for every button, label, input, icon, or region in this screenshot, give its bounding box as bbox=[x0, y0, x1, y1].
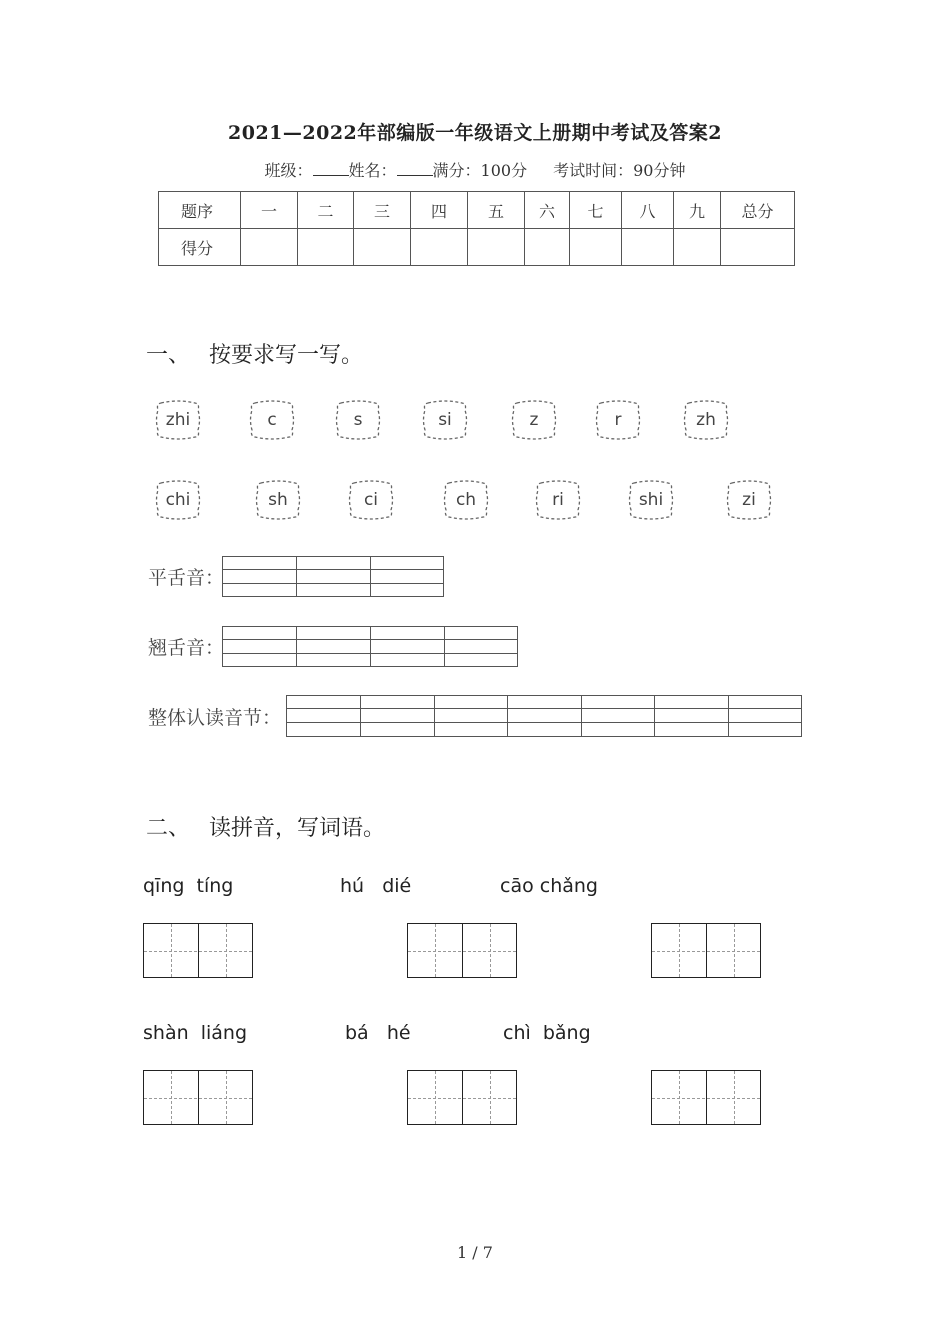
pinyin-text: chì bǎng bbox=[503, 1022, 591, 1044]
pinyin-text: bá hé bbox=[345, 1022, 411, 1044]
score-table-score-row bbox=[159, 229, 795, 266]
page-number: 1 / 7 bbox=[457, 1243, 493, 1262]
syllable-card[interactable] bbox=[535, 480, 581, 520]
syllable-card[interactable] bbox=[249, 400, 295, 440]
whole-syllable-label: 整体认读音节： bbox=[148, 707, 282, 729]
pinyin-text: cāo chǎng bbox=[500, 875, 598, 897]
class-label: 班级： bbox=[264, 161, 313, 180]
syllable-card[interactable] bbox=[155, 400, 201, 440]
exam-info bbox=[0, 158, 950, 181]
syllable-text: chi bbox=[165, 490, 191, 510]
score-table-header-row bbox=[159, 192, 795, 229]
tianzige-box[interactable] bbox=[651, 1070, 761, 1125]
table-cell: 七 bbox=[570, 192, 622, 229]
syllable-text: ch bbox=[455, 490, 477, 510]
table-cell: 九 bbox=[674, 192, 721, 229]
syllable-card[interactable] bbox=[255, 480, 301, 520]
name-blank[interactable] bbox=[397, 161, 433, 176]
syllable-text: shi bbox=[638, 490, 664, 510]
name-label: 姓名： bbox=[348, 161, 397, 180]
score-cell[interactable] bbox=[622, 229, 674, 266]
table-cell: 五 bbox=[468, 192, 525, 229]
syllable-card[interactable] bbox=[683, 400, 729, 440]
syllable-text: si bbox=[438, 410, 452, 430]
section-1-heading bbox=[146, 338, 363, 369]
retroflex-writing-lines[interactable] bbox=[222, 626, 518, 667]
tianzige-box[interactable] bbox=[407, 923, 517, 978]
retroflex-label: 翘舌音： bbox=[148, 637, 225, 659]
score-cell[interactable] bbox=[570, 229, 622, 266]
table-cell: 总分 bbox=[721, 192, 795, 229]
score-cell[interactable] bbox=[241, 229, 298, 266]
page-title: 2021—2022年部编版一年级语文上册期中考试及答案2 bbox=[228, 122, 722, 144]
section-2-title: 读拼音，写词语。 bbox=[209, 816, 386, 841]
table-cell: 一 bbox=[241, 192, 298, 229]
pinyin-text: qīng tíng bbox=[143, 875, 234, 897]
syllable-card[interactable] bbox=[595, 400, 641, 440]
exam-time: 考试时间：90分钟 bbox=[553, 161, 686, 180]
syllable-text: ri bbox=[552, 490, 564, 510]
score-cell[interactable] bbox=[721, 229, 795, 266]
score-cell[interactable] bbox=[468, 229, 525, 266]
tianzige-box[interactable] bbox=[143, 1070, 253, 1125]
syllable-text: z bbox=[529, 410, 539, 430]
full-score: 满分：100分 bbox=[432, 161, 528, 180]
syllable-text: r bbox=[614, 410, 622, 430]
pinyin-text: shàn liáng bbox=[143, 1022, 248, 1044]
syllable-text: zi bbox=[742, 490, 756, 510]
tianzige-box[interactable] bbox=[651, 923, 761, 978]
table-cell: 六 bbox=[525, 192, 570, 229]
score-cell[interactable] bbox=[674, 229, 721, 266]
syllable-card[interactable] bbox=[155, 480, 201, 520]
syllable-card[interactable] bbox=[511, 400, 557, 440]
whole-syllable-writing-lines[interactable] bbox=[286, 695, 802, 737]
syllable-card[interactable] bbox=[628, 480, 674, 520]
tianzige-box[interactable] bbox=[407, 1070, 517, 1125]
table-cell: 题序 bbox=[159, 192, 241, 229]
table-cell: 三 bbox=[354, 192, 411, 229]
flat-tongue-writing-lines[interactable] bbox=[222, 556, 444, 597]
syllable-text: zh bbox=[696, 410, 716, 430]
score-cell[interactable] bbox=[525, 229, 570, 266]
syllable-card[interactable] bbox=[348, 480, 394, 520]
table-cell: 四 bbox=[411, 192, 468, 229]
syllable-card[interactable] bbox=[443, 480, 489, 520]
score-cell[interactable] bbox=[298, 229, 354, 266]
table-cell: 八 bbox=[622, 192, 674, 229]
syllable-text: zhi bbox=[165, 410, 191, 430]
tianzige-box[interactable] bbox=[143, 923, 253, 978]
pinyin-text: hú dié bbox=[340, 875, 412, 897]
score-table bbox=[158, 191, 795, 266]
section-1-number: 一、 bbox=[146, 343, 191, 368]
syllable-card[interactable] bbox=[422, 400, 468, 440]
flat-tongue-label: 平舌音： bbox=[148, 567, 225, 589]
section-2-heading bbox=[146, 811, 385, 842]
syllable-text: ci bbox=[363, 490, 379, 510]
syllable-card[interactable] bbox=[726, 480, 772, 520]
table-cell: 得分 bbox=[159, 229, 241, 266]
class-blank[interactable] bbox=[313, 161, 349, 176]
syllable-text: sh bbox=[268, 490, 288, 510]
section-1-title: 按要求写一写。 bbox=[209, 343, 364, 368]
section-2-number: 二、 bbox=[146, 816, 191, 841]
syllable-text: c bbox=[267, 410, 277, 430]
score-cell[interactable] bbox=[411, 229, 468, 266]
syllable-card[interactable] bbox=[335, 400, 381, 440]
table-cell: 二 bbox=[298, 192, 354, 229]
score-cell[interactable] bbox=[354, 229, 411, 266]
syllable-text: s bbox=[353, 410, 363, 430]
